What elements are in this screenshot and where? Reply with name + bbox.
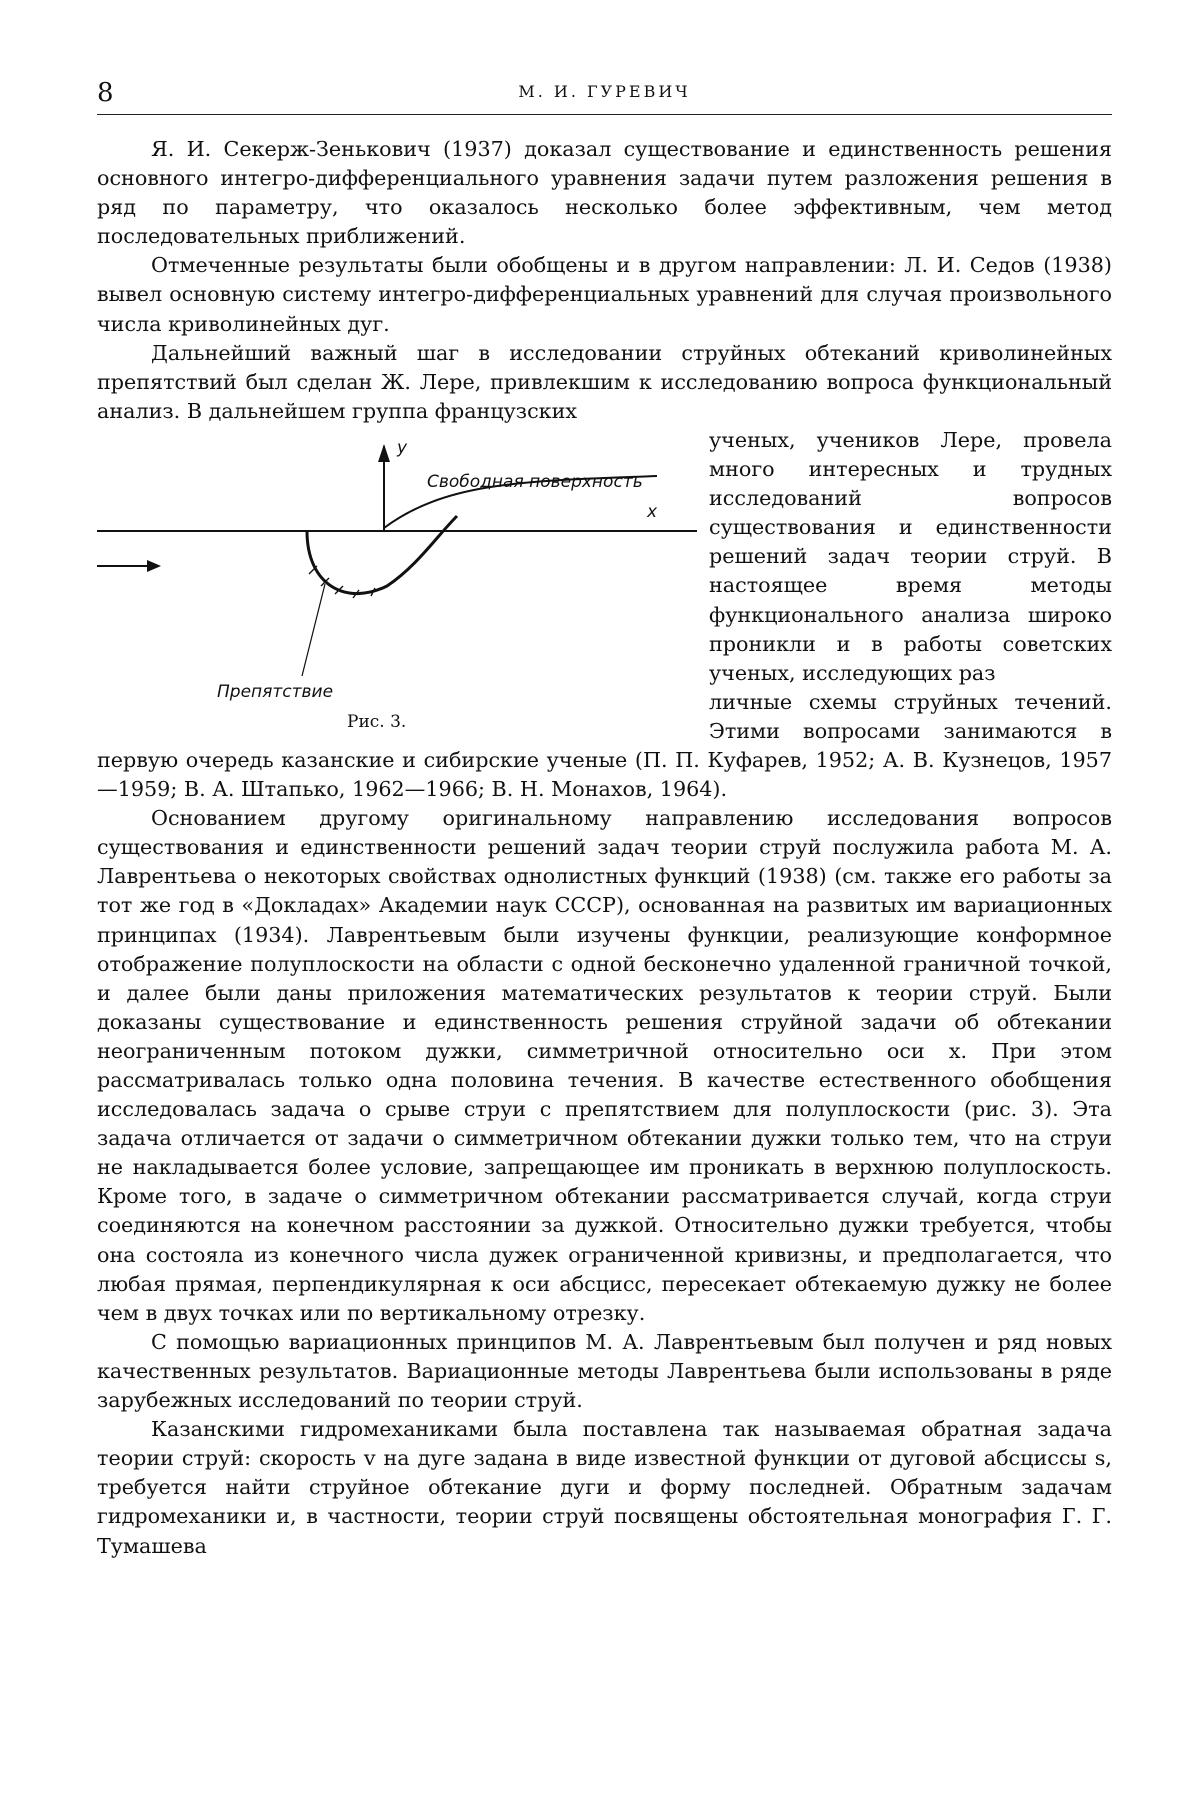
paragraph: Дальнейший важный шаг в исследовании струйных обтеканий криволинейных препятствий был сделан Ж. Лере, привлекшим к исследованию вопроса функциональный анализ. В дальнейшем группа французских <box>97 340 1112 423</box>
x-axis-label: x <box>647 501 658 522</box>
paragraph: С помощью вариационных принципов М. А. Лаврентьевым был получен и ряд новых качественных результатов. Вариационные методы Лаврентьева были использованы в ряде зарубежных исследований по теории струй. <box>97 1329 1112 1413</box>
paragraph: Основанием другому оригинальному направлению исследования вопросов существования и единственности решений задач теории струй послужила работа М. А. Лаврентьева о некоторых свойствах однолистных функций (1938) (см. также его работы за тот же год в «Докладах» Академии наук СССР), основанная на развитых им вариационных принципах (1934). Лаврентьевым были изучены функции, реализующие конформное отображение полуплоскости на области с одной бесконечно удаленной граничной точкой, и далее были даны приложения математических результатов к теории струй. Были доказаны существование и единственность решения струйной задачи об обтекании неограниченным потоком дужки, симметричной относительно оси x. При этом рассматривалась только одна половина течения. В качестве естественного обобщения исследовалась задача о срыве струи с препятствием для полуплоскости (рис. 3). Эта задача отличается от задачи о симметричном обтекании дужки только тем, что на струи не накладывается более условие, запрещающее им проникать в верхнюю полуплоскость. Кроме того, в задаче о симметричном обтекании рассматривается случай, когда струи соединяются на конечном расстоянии за дужкой. Относительно дужки требуется, чтобы она состояла из конечного числа дужек ограниченной кривизны, и предполагается, что любая прямая, перпендикулярная к оси абсцисс, пересекает обтекаемую дужку не более чем в двух точках или по вертикальному отрезку. <box>97 806 1112 1325</box>
paragraph: Казанскими гидромеханиками была поставлена так называемая обратная задача теории струй: скорость v на дуге задана в виде известной функции от дуговой абсциссы s, требуется найти струйное обтекание дуги и форму последней. Обратным задачам гидромеханики и, в частности, теории струй посвящены обстоятельная монография Г. Г. Тумашева <box>97 1417 1112 1558</box>
free-surface-label: Свободная поверхность <box>427 471 643 492</box>
figure-3 <box>97 426 697 732</box>
obstacle-curve <box>307 516 457 594</box>
running-head: М. И. ГУРЕВИЧ <box>518 82 691 101</box>
page-header <box>97 70 1112 115</box>
obstacle-leader <box>302 584 325 676</box>
inflow-arrow-head <box>147 560 161 572</box>
paragraph-wrap-end: личные схемы струйных течений. Этими вопросами занимаются в первую очередь казанские и сибирские ученые (П. П. Куфарев, 1952; А. В. Кузнецов, 1957—1959; В. А. Штапько, 1962—1966; В. Н. Монахов, 1964). <box>97 689 1112 802</box>
y-axis-arrow <box>378 444 390 462</box>
paragraph-wrap-side: ученых, учеников Лере, провела много интересных и трудных исследований вопросов существования и единственности решений задач теории струй. В настоящее время методы функционального анализа широко проникли и в работы советских ученых, исследующих раз <box>709 427 1112 685</box>
figure-caption: Рис. 3. <box>347 711 407 732</box>
y-axis-label: y <box>397 437 408 458</box>
obstacle-label: Препятствие <box>217 681 334 702</box>
page-number: 8 <box>97 78 114 108</box>
body-text <box>97 135 1112 1561</box>
paragraph: Отмеченные результаты были обобщены и в другом направлении: Л. И. Седов (1938) вывел основную систему интегро-дифференциальных уравнений для случая произвольного числа криволинейных дуг. <box>97 253 1112 336</box>
paragraph: Я. И. Секерж-Зенькович (1937) доказал существование и единственность решения основного интегро-дифференциального уравнения задачи путем разложения решения в ряд по параметру, что оказалось несколько более эффективным, чем метод последовательных приближений. <box>97 137 1112 249</box>
